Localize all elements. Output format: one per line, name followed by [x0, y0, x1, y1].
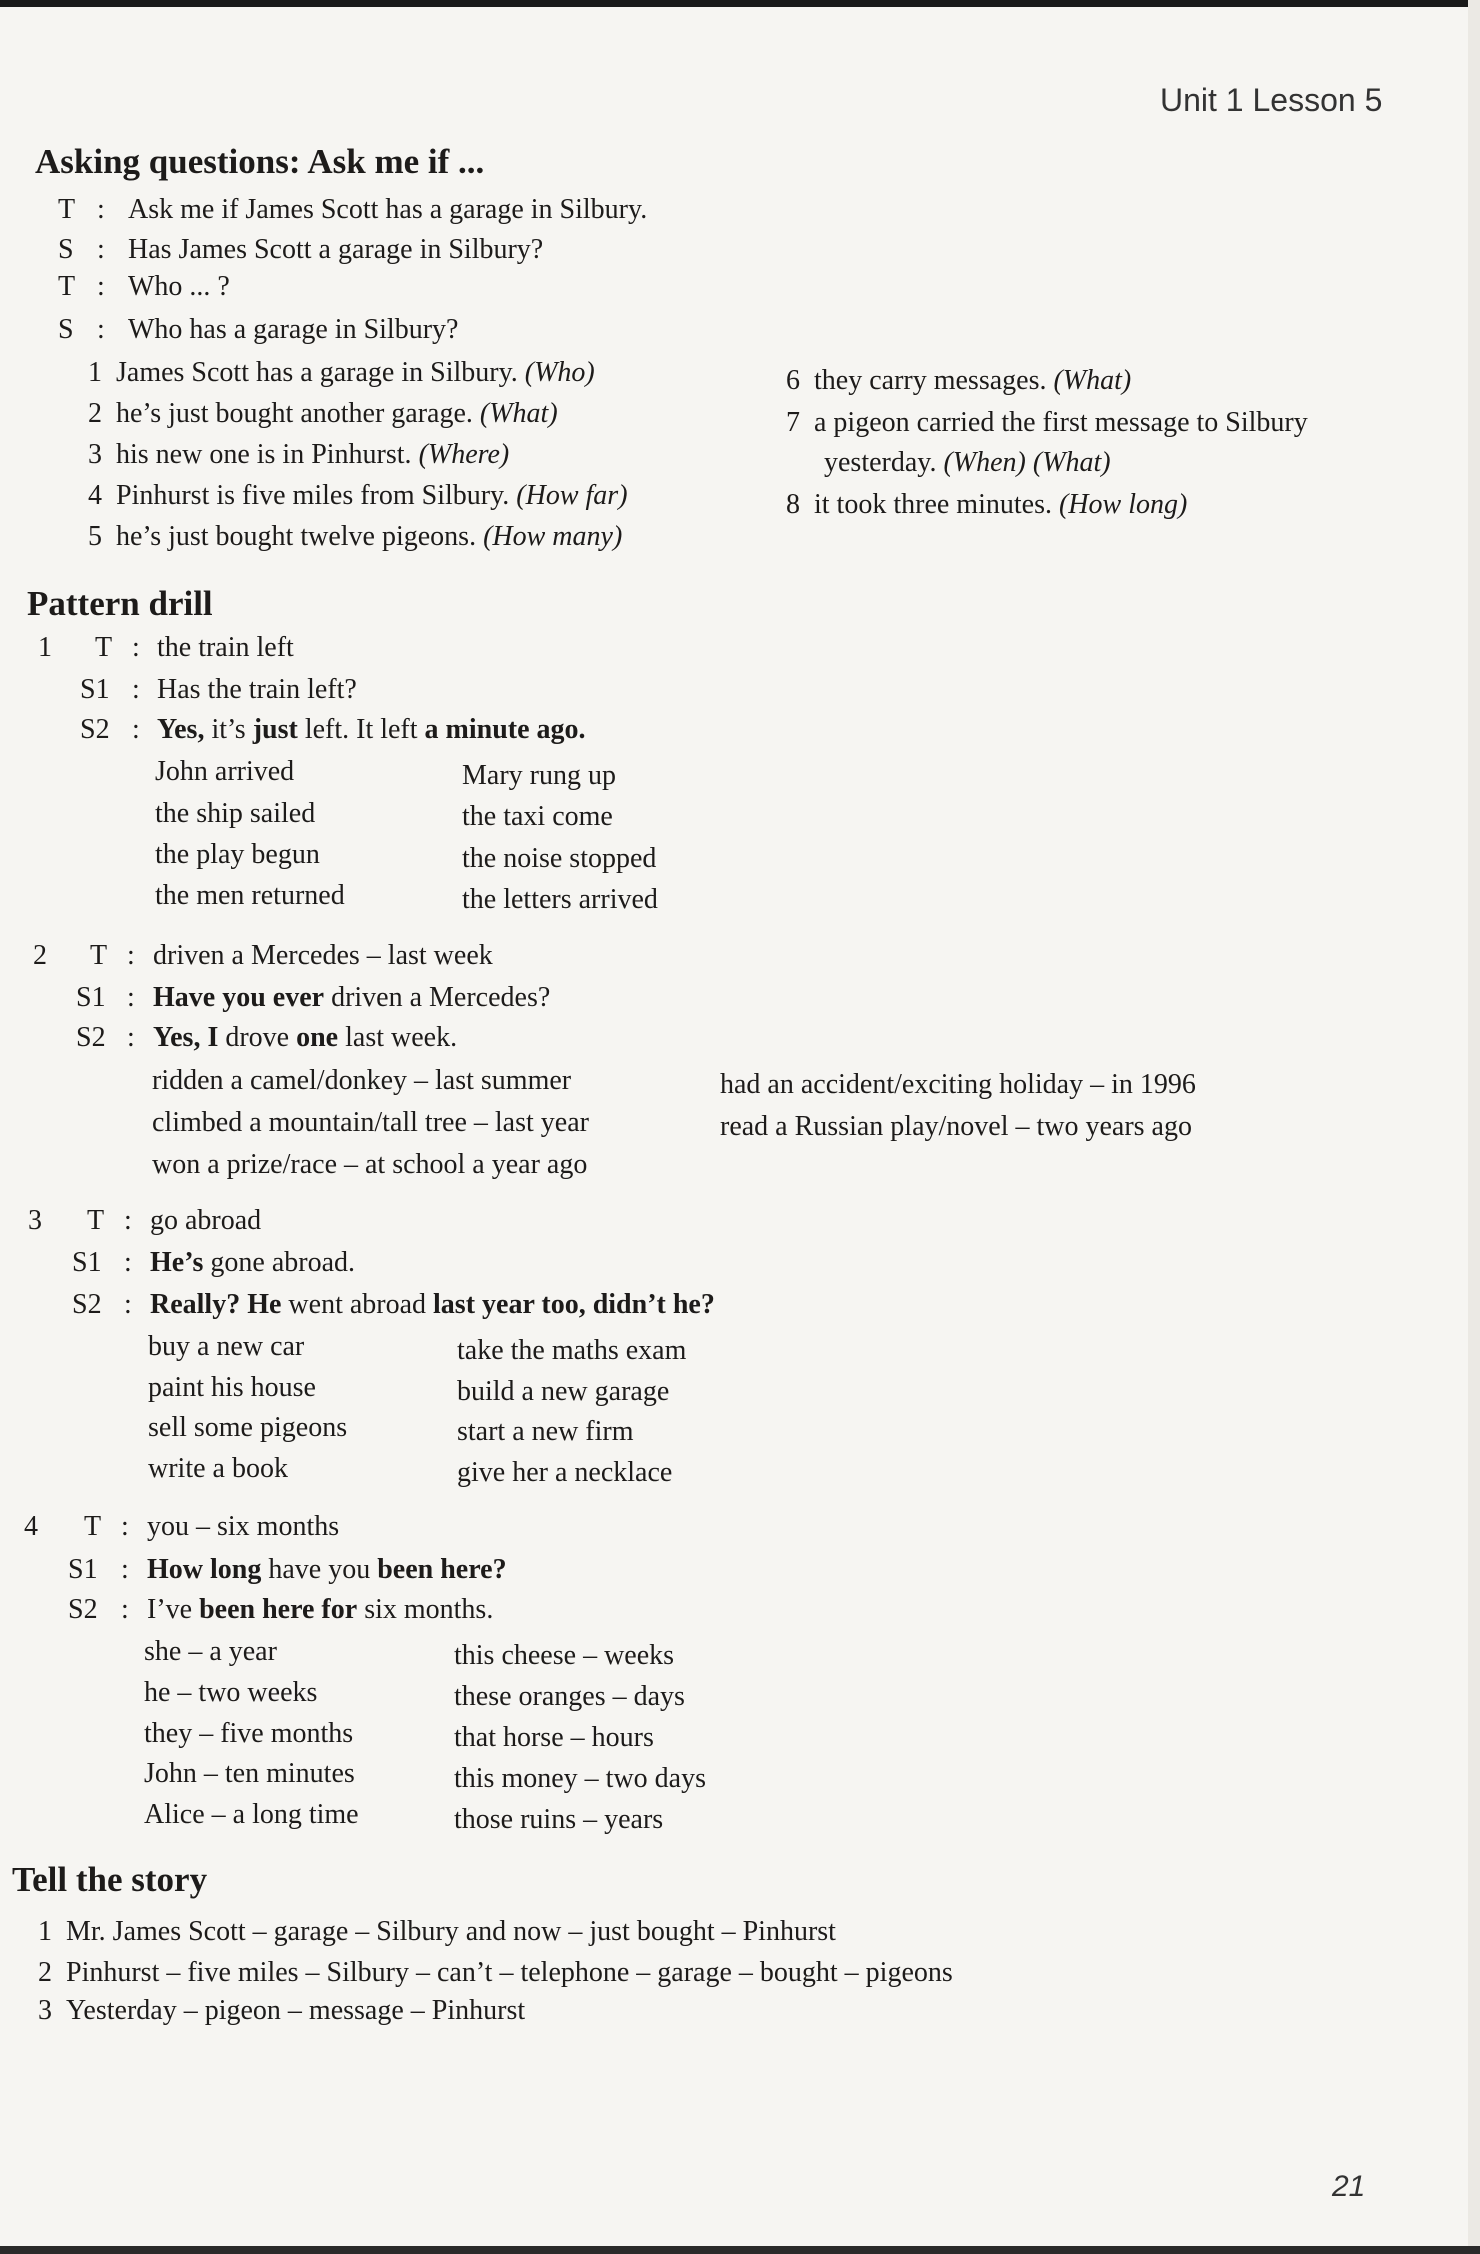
list-item: 2 he’s just bought another garage. (What) — [88, 398, 558, 429]
speaker-label: T — [84, 1511, 102, 1542]
colon: : — [97, 234, 105, 265]
student1-line: Have you ever driven a Mercedes? — [153, 982, 551, 1013]
drill-cue: paint his house — [148, 1372, 316, 1403]
colon: : — [127, 940, 135, 971]
section-heading-story: Tell the story — [12, 1860, 208, 1899]
list-item: 3 Yesterday – pigeon – message – Pinhurst — [38, 1995, 526, 2026]
speaker-label: S1 — [76, 982, 106, 1013]
drill-cue: John – ten minutes — [144, 1758, 355, 1789]
colon: : — [132, 714, 140, 745]
student2-line: Yes, I drove one last week. — [153, 1022, 458, 1053]
list-item: 6 they carry messages. (What) — [786, 365, 1132, 396]
list-item: 1 Mr. James Scott – garage – Silbury and now – just bought – Pinhurst — [38, 1916, 836, 1947]
drill-cue: these oranges – days — [454, 1681, 685, 1712]
drill-cue: the taxi come — [462, 801, 613, 832]
drill-cue: those ruins – years — [454, 1804, 664, 1835]
dialogue-line: Ask me if James Scott has a garage in Silbury. — [128, 194, 648, 225]
drill-cue: he – two weeks — [144, 1677, 318, 1708]
section-heading-asking: Asking questions: Ask me if ... — [35, 142, 485, 181]
colon: : — [97, 194, 105, 225]
speaker-label: T — [58, 194, 76, 225]
colon: : — [97, 314, 105, 345]
drill-cue: that horse – hours — [454, 1722, 654, 1753]
student2-line: Yes, it’s just left. It left a minute ago. — [157, 714, 586, 745]
drill-cue: John arrived — [155, 756, 295, 787]
speaker-label: T — [90, 940, 108, 971]
bottom-border — [0, 2246, 1480, 2254]
speaker-label: S1 — [80, 674, 110, 705]
drill-cue: give her a necklace — [457, 1457, 673, 1488]
list-item: 2 Pinhurst – five miles – Silbury – can’t – telephone – garage – bought – pigeons — [38, 1957, 953, 1988]
drill-number: 2 — [33, 940, 47, 971]
drill-cue: buy a new car — [148, 1331, 305, 1362]
drill-cue: this money – two days — [454, 1763, 706, 1794]
dialogue-line: Who has a garage in Silbury? — [128, 314, 459, 345]
colon: : — [132, 632, 140, 663]
speaker-label: S1 — [68, 1554, 98, 1585]
page-header: Unit 1 Lesson 5 — [1160, 82, 1383, 118]
drill-cue: ridden a camel/donkey – last summer — [152, 1065, 572, 1096]
drill-cue: build a new garage — [457, 1376, 670, 1407]
colon: : — [121, 1554, 129, 1585]
drill-cue: the ship sailed — [155, 798, 316, 829]
speaker-label: S2 — [68, 1594, 98, 1625]
speaker-label: T — [58, 271, 76, 302]
drill-cue: Mary rung up — [462, 760, 616, 791]
colon: : — [124, 1289, 132, 1320]
list-item: 5 he’s just bought twelve pigeons. (How many) — [88, 521, 623, 552]
speaker-label: S — [58, 314, 74, 345]
student1-line: Has the train left? — [157, 674, 357, 705]
speaker-label: S2 — [80, 714, 110, 745]
right-margin — [1468, 0, 1480, 2254]
page-number: 21 — [1332, 2170, 1366, 2203]
drill-cue: climbed a mountain/tall tree – last year — [152, 1107, 589, 1138]
drill-cue: the letters arrived — [462, 884, 658, 915]
speaker-label: T — [87, 1205, 105, 1236]
speaker-label: S2 — [76, 1022, 106, 1053]
drill-number: 3 — [28, 1205, 42, 1236]
list-item: 1 James Scott has a garage in Silbury. (Who) — [88, 357, 595, 388]
speaker-label: S2 — [72, 1289, 102, 1320]
drill-number: 1 — [38, 632, 52, 663]
student2-line: Really? He went abroad last year too, didn’t he? — [150, 1289, 715, 1320]
drill-cue: the noise stopped — [462, 843, 657, 874]
speaker-label: S1 — [72, 1247, 102, 1278]
list-item-continued: yesterday. (When) (What) — [824, 447, 1111, 478]
drill-cue: the men returned — [155, 880, 345, 911]
student1-line: He’s gone abroad. — [150, 1247, 355, 1278]
drill-cue: won a prize/race – at school a year ago — [152, 1149, 588, 1180]
list-item: 3 his new one is in Pinhurst. (Where) — [88, 439, 510, 470]
teacher-cue: the train left — [157, 632, 294, 663]
student1-line: How long have you been here? — [147, 1554, 507, 1585]
teacher-cue: go abroad — [150, 1205, 262, 1236]
drill-cue: they – five months — [144, 1718, 354, 1749]
drill-cue: she – a year — [144, 1636, 277, 1667]
drill-number: 4 — [24, 1511, 38, 1542]
list-item: 8 it took three minutes. (How long) — [786, 489, 1188, 520]
drill-cue: had an accident/exciting holiday – in 1996 — [720, 1069, 1196, 1100]
drill-cue: start a new firm — [457, 1416, 634, 1447]
speaker-label: S — [58, 234, 74, 265]
teacher-cue: driven a Mercedes – last week — [153, 940, 493, 971]
drill-cue: Alice – a long time — [144, 1799, 359, 1830]
colon: : — [127, 982, 135, 1013]
drill-cue: read a Russian play/novel – two years ago — [720, 1111, 1192, 1142]
colon: : — [97, 271, 105, 302]
teacher-cue: you – six months — [147, 1511, 340, 1542]
drill-cue: write a book — [148, 1453, 288, 1484]
drill-cue: the play begun — [155, 839, 320, 870]
section-heading-pattern: Pattern drill — [27, 584, 213, 623]
speaker-label: T — [95, 632, 113, 663]
dialogue-line: Who ... ? — [128, 271, 230, 302]
colon: : — [121, 1511, 129, 1542]
colon: : — [124, 1205, 132, 1236]
drill-cue: sell some pigeons — [148, 1412, 348, 1443]
list-item: 4 Pinhurst is five miles from Silbury. (How far) — [88, 480, 628, 511]
drill-cue: take the maths exam — [457, 1335, 687, 1366]
list-item: 7 a pigeon carried the first message to Silbury — [786, 407, 1308, 438]
colon: : — [127, 1022, 135, 1053]
dialogue-line: Has James Scott a garage in Silbury? — [128, 234, 544, 265]
colon: : — [124, 1247, 132, 1278]
student2-line: I’ve been here for six months. — [147, 1594, 494, 1625]
drill-cue: this cheese – weeks — [454, 1640, 675, 1671]
top-border — [0, 0, 1480, 7]
colon: : — [121, 1594, 129, 1625]
colon: : — [132, 674, 140, 705]
